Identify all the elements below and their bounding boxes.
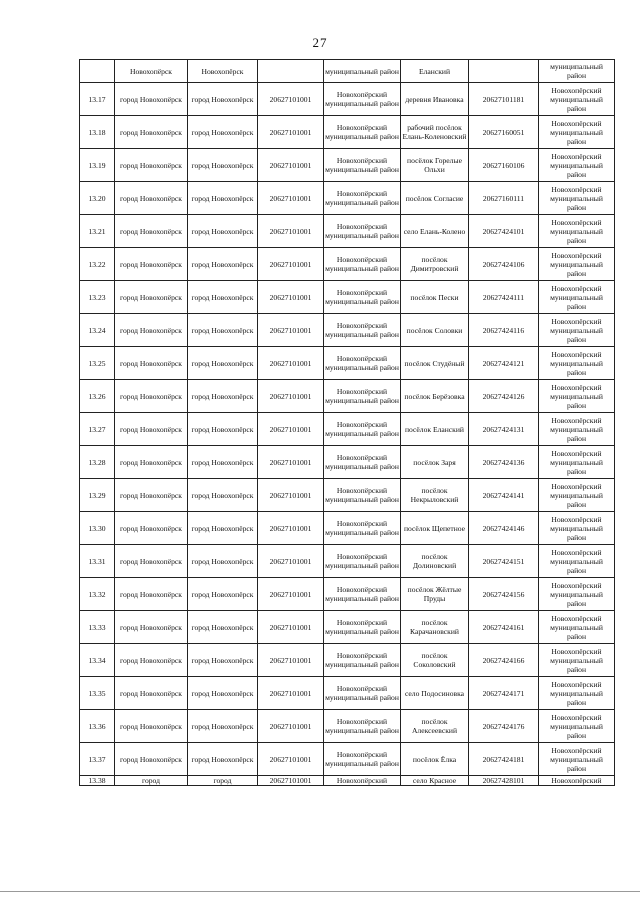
cell-municipality: Новохопёрский муниципальный район <box>324 83 401 116</box>
cell-settlement: город Новохопёрск <box>115 314 188 347</box>
cell-municipality: Новохопёрский муниципальный район <box>324 611 401 644</box>
cell-code1: 20627101001 <box>258 743 324 776</box>
cell-settlement: город Новохопёрск <box>115 149 188 182</box>
cell-code1: 20627101001 <box>258 116 324 149</box>
cell-municipality: Новохопёрский муниципальный район <box>324 281 401 314</box>
cell-admin-center: город Новохопёрск <box>188 743 258 776</box>
cell-num: 13.35 <box>80 677 115 710</box>
cell-municipality: Новохопёрский муниципальный район <box>324 380 401 413</box>
cell-num: 13.23 <box>80 281 115 314</box>
cell-place: посёлок Щепетное <box>401 512 469 545</box>
cell-code1: 20627101001 <box>258 611 324 644</box>
cell-settlement: город Новохопёрск <box>115 743 188 776</box>
cell-settlement: город Новохопёрск <box>115 248 188 281</box>
cell-place: село Красное <box>401 776 469 786</box>
cell-municipality: Новохопёрский муниципальный район <box>324 314 401 347</box>
cell-settlement: город Новохопёрск <box>115 644 188 677</box>
cell-code2: 20627424161 <box>469 611 539 644</box>
cell-admin-center: город Новохопёрск <box>188 710 258 743</box>
cell-num: 13.20 <box>80 182 115 215</box>
cell-place: посёлок Студёный <box>401 347 469 380</box>
cell-region: Новохопёрский муниципальный район <box>539 677 615 710</box>
cell-code2: 20627424121 <box>469 347 539 380</box>
cell-admin-center: город Новохопёрск <box>188 149 258 182</box>
cell-settlement: город Новохопёрск <box>115 182 188 215</box>
cell-place: рабочий посёлок Елань-Коленовский <box>401 116 469 149</box>
cell-region: Новохопёрский муниципальный район <box>539 644 615 677</box>
cell-region: Новохопёрский муниципальный район <box>539 116 615 149</box>
cell-num: 13.36 <box>80 710 115 743</box>
cell-place: посёлок Горелые Ольхи <box>401 149 469 182</box>
cell-region: Новохопёрский муниципальный район <box>539 149 615 182</box>
cell-settlement: город Новохопёрск <box>115 281 188 314</box>
cell-admin-center: город Новохопёрск <box>188 248 258 281</box>
table-row <box>80 380 615 413</box>
cell-num: 13.25 <box>80 347 115 380</box>
cell-place: посёлок Долиновский <box>401 545 469 578</box>
cell-region: Новохопёрский муниципальный район <box>539 611 615 644</box>
cell-code2: 20627160106 <box>469 149 539 182</box>
cell-region: Новохопёрский муниципальный район <box>539 743 615 776</box>
table-row <box>80 83 615 116</box>
cell-num: 13.26 <box>80 380 115 413</box>
cell-num: 13.18 <box>80 116 115 149</box>
cell-admin-center: город Новохопёрск <box>188 281 258 314</box>
cell-code1: 20627101001 <box>258 149 324 182</box>
cell-admin-center: город Новохопёрск <box>188 182 258 215</box>
cell-municipality: муниципальный район <box>324 60 401 83</box>
cell-place: деревня Ивановка <box>401 83 469 116</box>
cell-settlement: город Новохопёрск <box>115 677 188 710</box>
cell-code2: 20627428101 <box>469 776 539 786</box>
cell-num: 13.21 <box>80 215 115 248</box>
cell-code1: 20627101001 <box>258 281 324 314</box>
cell-place: Еланский <box>401 60 469 83</box>
cell-code2: 20627160051 <box>469 116 539 149</box>
cell-place: село Подосиновка <box>401 677 469 710</box>
cell-settlement: город Новохопёрск <box>115 446 188 479</box>
table-row <box>80 710 615 743</box>
cell-admin-center: Новохопёрск <box>188 60 258 83</box>
cell-municipality: Новохопёрский муниципальный район <box>324 644 401 677</box>
cell-settlement: город Новохопёрск <box>115 215 188 248</box>
table-row <box>80 248 615 281</box>
cell-region: Новохопёрский муниципальный район <box>539 248 615 281</box>
cell-code2: 20627424136 <box>469 446 539 479</box>
cell-settlement: Новохопёрск <box>115 60 188 83</box>
table-body <box>80 60 615 786</box>
cell-settlement: город Новохопёрск <box>115 413 188 446</box>
table-row <box>80 578 615 611</box>
cell-num <box>80 60 115 83</box>
cell-settlement: город Новохопёрск <box>115 380 188 413</box>
table-row <box>80 314 615 347</box>
table-row <box>80 347 615 380</box>
cell-municipality: Новохопёрский муниципальный район <box>324 248 401 281</box>
cell-code2: 20627424126 <box>469 380 539 413</box>
cell-place: посёлок Димитровский <box>401 248 469 281</box>
cell-code1: 20627101001 <box>258 248 324 281</box>
cell-code2: 20627424141 <box>469 479 539 512</box>
cell-municipality: Новохопёрский муниципальный район <box>324 545 401 578</box>
cell-num: 13.17 <box>80 83 115 116</box>
cell-region: Новохопёрский муниципальный район <box>539 446 615 479</box>
cell-region: Новохопёрский муниципальный район <box>539 347 615 380</box>
cell-region: Новохопёрский муниципальный район <box>539 215 615 248</box>
cell-num: 13.32 <box>80 578 115 611</box>
cell-code1: 20627101001 <box>258 215 324 248</box>
cell-num: 13.27 <box>80 413 115 446</box>
cell-admin-center: город <box>188 776 258 786</box>
cell-municipality: Новохопёрский <box>324 776 401 786</box>
cell-code2: 20627160111 <box>469 182 539 215</box>
cell-region: Новохопёрский муниципальный район <box>539 545 615 578</box>
cell-municipality: Новохопёрский муниципальный район <box>324 578 401 611</box>
cell-region: Новохопёрский муниципальный район <box>539 314 615 347</box>
cell-place: посёлок Некрыловский <box>401 479 469 512</box>
cell-municipality: Новохопёрский муниципальный район <box>324 182 401 215</box>
cell-municipality: Новохопёрский муниципальный район <box>324 347 401 380</box>
table-row <box>80 545 615 578</box>
table-row-continued <box>80 60 615 83</box>
page-bottom-rule <box>0 891 640 892</box>
table-row <box>80 611 615 644</box>
cell-num: 13.24 <box>80 314 115 347</box>
cell-code2: 20627424101 <box>469 215 539 248</box>
cell-municipality: Новохопёрский муниципальный район <box>324 149 401 182</box>
cell-code2: 20627101181 <box>469 83 539 116</box>
cell-settlement: город Новохопёрск <box>115 83 188 116</box>
cell-place: посёлок Алексеевский <box>401 710 469 743</box>
cell-municipality: Новохопёрский муниципальный район <box>324 116 401 149</box>
cell-code1: 20627101001 <box>258 83 324 116</box>
table-row <box>80 215 615 248</box>
cell-code1: 20627101001 <box>258 578 324 611</box>
table-row <box>80 413 615 446</box>
cell-place: посёлок Соловки <box>401 314 469 347</box>
cell-municipality: Новохопёрский муниципальный район <box>324 512 401 545</box>
cell-code1: 20627101001 <box>258 314 324 347</box>
cell-municipality: Новохопёрский муниципальный район <box>324 743 401 776</box>
cell-region: Новохопёрский муниципальный район <box>539 479 615 512</box>
cell-num: 13.33 <box>80 611 115 644</box>
cell-num: 13.22 <box>80 248 115 281</box>
cell-admin-center: город Новохопёрск <box>188 314 258 347</box>
table-row <box>80 182 615 215</box>
cell-admin-center: город Новохопёрск <box>188 83 258 116</box>
cell-place: посёлок Еланский <box>401 413 469 446</box>
cell-code1 <box>258 60 324 83</box>
cell-region: Новохопёрский муниципальный район <box>539 413 615 446</box>
cell-place: посёлок Ёлка <box>401 743 469 776</box>
cell-code2: 20627424151 <box>469 545 539 578</box>
cell-code2: 20627424116 <box>469 314 539 347</box>
table-row <box>80 281 615 314</box>
cell-code2: 20627424131 <box>469 413 539 446</box>
cell-place: посёлок Согласие <box>401 182 469 215</box>
cell-code1: 20627101001 <box>258 545 324 578</box>
cell-region: Новохопёрский муниципальный район <box>539 281 615 314</box>
settlement-registry-table <box>79 59 615 786</box>
cell-code2: 20627424106 <box>469 248 539 281</box>
cell-code1: 20627101001 <box>258 347 324 380</box>
cell-code2: 20627424176 <box>469 710 539 743</box>
cell-settlement: город Новохопёрск <box>115 347 188 380</box>
cell-place: село Елань-Колено <box>401 215 469 248</box>
cell-admin-center: город Новохопёрск <box>188 347 258 380</box>
cell-code2: 20627424166 <box>469 644 539 677</box>
cell-admin-center: город Новохопёрск <box>188 677 258 710</box>
table-row <box>80 644 615 677</box>
cell-settlement: город Новохопёрск <box>115 710 188 743</box>
cell-code1: 20627101001 <box>258 710 324 743</box>
cell-municipality: Новохопёрский муниципальный район <box>324 479 401 512</box>
cell-code2 <box>469 60 539 83</box>
cell-settlement: город Новохопёрск <box>115 545 188 578</box>
cell-num: 13.30 <box>80 512 115 545</box>
cell-code2: 20627424181 <box>469 743 539 776</box>
cell-settlement: город Новохопёрск <box>115 512 188 545</box>
cell-num: 13.29 <box>80 479 115 512</box>
cell-admin-center: город Новохопёрск <box>188 116 258 149</box>
cell-admin-center: город Новохопёрск <box>188 413 258 446</box>
cell-settlement: город Новохопёрск <box>115 479 188 512</box>
cell-municipality: Новохопёрский муниципальный район <box>324 677 401 710</box>
cell-admin-center: город Новохопёрск <box>188 578 258 611</box>
cell-place: посёлок Жёлтые Пруды <box>401 578 469 611</box>
cell-num: 13.37 <box>80 743 115 776</box>
cell-settlement: город Новохопёрск <box>115 578 188 611</box>
cell-code2: 20627424146 <box>469 512 539 545</box>
cell-code1: 20627101001 <box>258 413 324 446</box>
table-row-last <box>80 776 615 786</box>
cell-code2: 20627424171 <box>469 677 539 710</box>
cell-municipality: Новохопёрский муниципальный район <box>324 215 401 248</box>
cell-code1: 20627101001 <box>258 776 324 786</box>
cell-code2: 20627424111 <box>469 281 539 314</box>
cell-num: 13.31 <box>80 545 115 578</box>
cell-region: Новохопёрский муниципальный район <box>539 512 615 545</box>
cell-code1: 20627101001 <box>258 677 324 710</box>
cell-place: посёлок Карачановский <box>401 611 469 644</box>
cell-admin-center: город Новохопёрск <box>188 611 258 644</box>
cell-municipality: Новохопёрский муниципальный район <box>324 710 401 743</box>
cell-region: Новохопёрский муниципальный район <box>539 380 615 413</box>
cell-admin-center: город Новохопёрск <box>188 644 258 677</box>
cell-code2: 20627424156 <box>469 578 539 611</box>
cell-place: посёлок Соколовский <box>401 644 469 677</box>
cell-admin-center: город Новохопёрск <box>188 545 258 578</box>
cell-code1: 20627101001 <box>258 644 324 677</box>
table-row <box>80 479 615 512</box>
cell-settlement: город <box>115 776 188 786</box>
cell-place: посёлок Берёзовка <box>401 380 469 413</box>
cell-settlement: город Новохопёрск <box>115 116 188 149</box>
cell-num: 13.19 <box>80 149 115 182</box>
cell-settlement: город Новохопёрск <box>115 611 188 644</box>
cell-region: Новохопёрский муниципальный район <box>539 182 615 215</box>
cell-num: 13.28 <box>80 446 115 479</box>
table-row <box>80 116 615 149</box>
cell-num: 13.38 <box>80 776 115 786</box>
table-row <box>80 743 615 776</box>
cell-place: посёлок Заря <box>401 446 469 479</box>
cell-code1: 20627101001 <box>258 512 324 545</box>
cell-admin-center: город Новохопёрск <box>188 479 258 512</box>
cell-code1: 20627101001 <box>258 380 324 413</box>
cell-place: посёлок Пески <box>401 281 469 314</box>
cell-num: 13.34 <box>80 644 115 677</box>
page-number: 27 <box>312 35 328 50</box>
cell-code1: 20627101001 <box>258 182 324 215</box>
table-row <box>80 512 615 545</box>
cell-code1: 20627101001 <box>258 446 324 479</box>
cell-region: Новохопёрский муниципальный район <box>539 83 615 116</box>
cell-admin-center: город Новохопёрск <box>188 215 258 248</box>
cell-admin-center: город Новохопёрск <box>188 512 258 545</box>
cell-municipality: Новохопёрский муниципальный район <box>324 413 401 446</box>
cell-region: Новохопёрский <box>539 776 615 786</box>
cell-municipality: Новохопёрский муниципальный район <box>324 446 401 479</box>
cell-region: Новохопёрский муниципальный район <box>539 710 615 743</box>
table-row <box>80 677 615 710</box>
cell-region: муниципальный район <box>539 60 615 83</box>
cell-admin-center: город Новохопёрск <box>188 380 258 413</box>
cell-region: Новохопёрский муниципальный район <box>539 578 615 611</box>
cell-code1: 20627101001 <box>258 479 324 512</box>
cell-admin-center: город Новохопёрск <box>188 446 258 479</box>
table-row <box>80 446 615 479</box>
table-row <box>80 149 615 182</box>
